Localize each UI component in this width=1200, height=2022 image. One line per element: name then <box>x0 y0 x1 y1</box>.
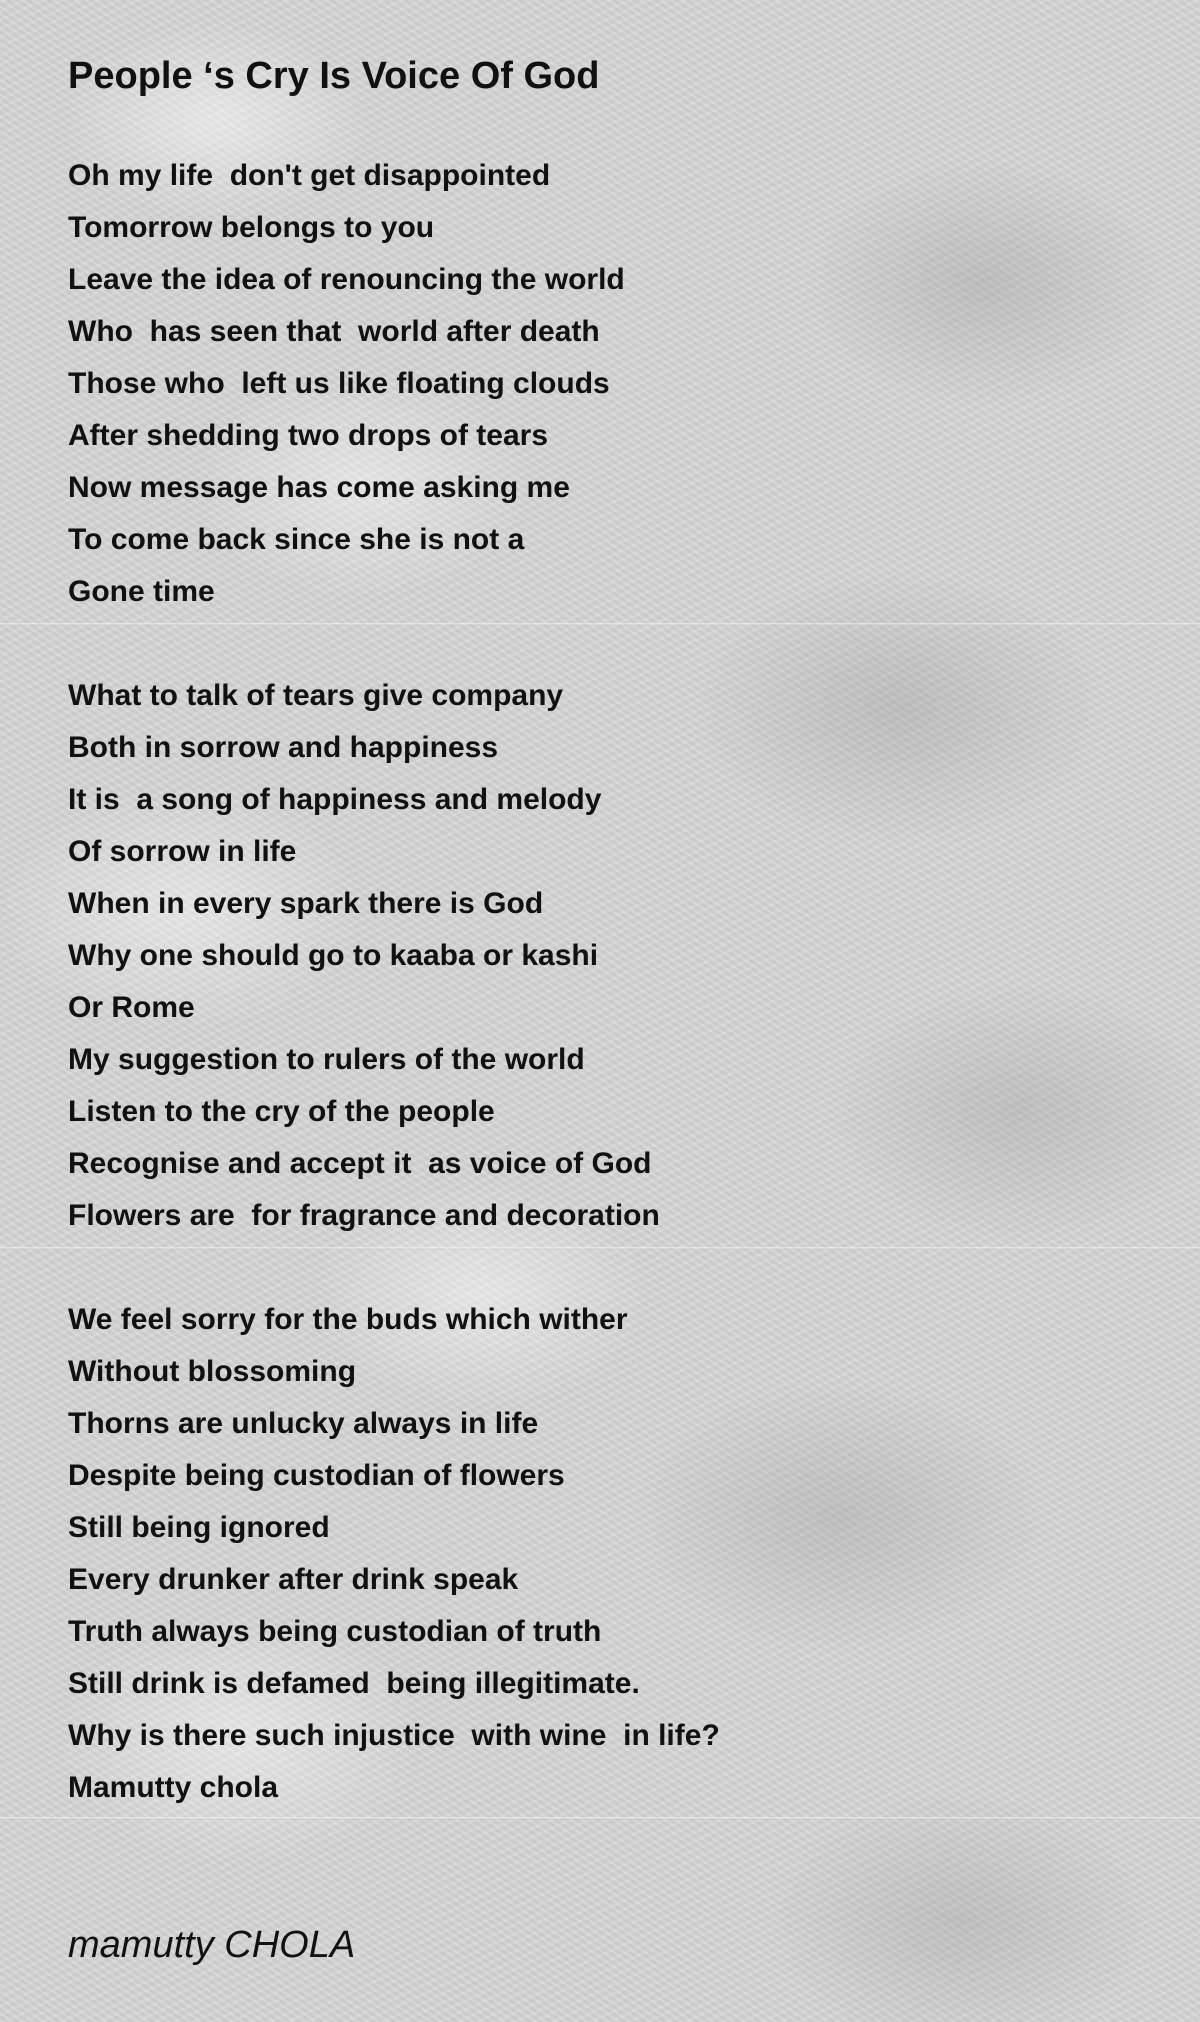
background-seam <box>0 1817 1200 1820</box>
background-seam <box>0 1247 1200 1250</box>
poem-stanza-3 <box>68 1294 720 1814</box>
poem-line: Both in sorrow and happiness <box>68 731 499 764</box>
poem-line: When in every spark there is God <box>68 887 544 920</box>
poem-line: Every drunker after drink speak <box>68 1563 519 1596</box>
poem-line: What to talk of tears give company <box>68 679 564 712</box>
poem-line: Gone time <box>68 575 215 608</box>
poem-line: We feel sorry for the buds which wither <box>68 1303 628 1336</box>
poem-line: My suggestion to rulers of the world <box>68 1043 585 1076</box>
poem-line: Why one should go to kaaba or kashi <box>68 939 599 972</box>
poem-line: Recognise and accept it as voice of God <box>68 1147 652 1180</box>
poem-line: Now message has come asking me <box>68 471 570 504</box>
poem-line: Without blossoming <box>68 1355 357 1388</box>
poem-line: Why is there such injustice with wine in life? <box>68 1719 720 1752</box>
poem-line: Truth always being custodian of truth <box>68 1615 602 1648</box>
poem-line: To come back since she is not a <box>68 523 525 556</box>
poem-line: It is a song of happiness and melody <box>68 783 602 816</box>
poem-line: Listen to the cry of the people <box>68 1095 495 1128</box>
poem-line: Those who left us like floating clouds <box>68 367 610 400</box>
poem-line: Who has seen that world after death <box>68 315 600 348</box>
poem-line: Despite being custodian of flowers <box>68 1459 565 1492</box>
poem-author: mamutty CHOLA <box>68 1924 356 1966</box>
poem-line: Mamutty chola <box>68 1771 279 1804</box>
poem-line: Still drink is defamed being illegitimate. <box>68 1667 640 1700</box>
poem-stanza-1 <box>68 150 625 618</box>
poem-line: Leave the idea of renouncing the world <box>68 263 625 296</box>
poem-line: Of sorrow in life <box>68 835 297 868</box>
poem-line: Thorns are unlucky always in life <box>68 1407 539 1440</box>
poem-line: Tomorrow belongs to you <box>68 211 435 244</box>
background-seam <box>0 623 1200 626</box>
poem-line: Flowers are for fragrance and decoration <box>68 1199 660 1232</box>
poem-line: Oh my life don't get disappointed <box>68 159 551 192</box>
poem-line: Or Rome <box>68 991 195 1024</box>
poem-line: After shedding two drops of tears <box>68 419 549 452</box>
poem-title: People ‘s Cry Is Voice Of God <box>68 55 600 97</box>
poem-line: Still being ignored <box>68 1511 330 1544</box>
poem-stanza-2 <box>68 670 660 1242</box>
